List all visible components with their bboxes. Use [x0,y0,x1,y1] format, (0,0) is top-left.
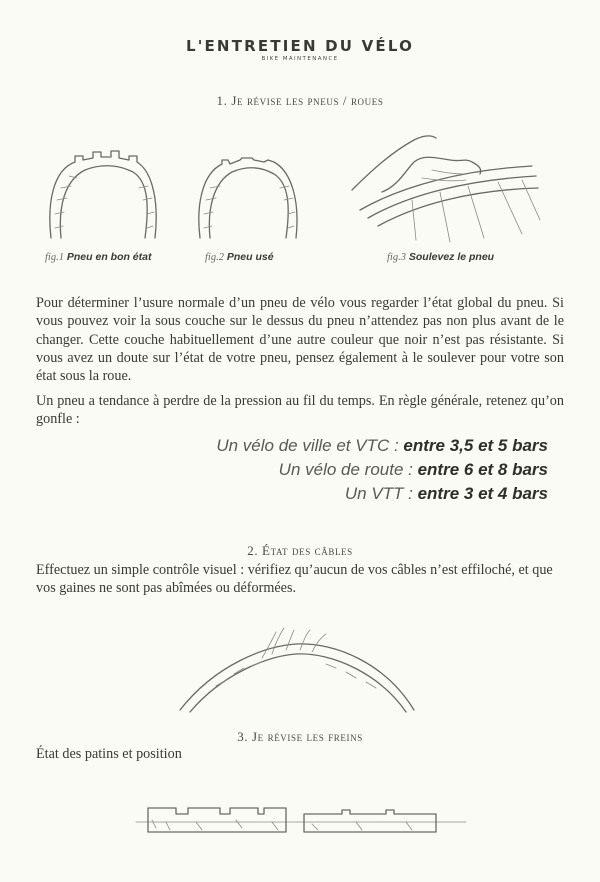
figure-2-label: Pneu usé [226,251,274,263]
pressure-city-bike-value: entre 3,5 et 5 bars [403,436,548,455]
section-2-heading: 2. État des câbles [247,543,353,558]
pressure-city-bike-type: Un vélo de ville et VTC : [216,436,404,455]
pressure-mountain-bike [345,484,548,504]
section-1-heading: 1. Je révise les pneus / roues [216,93,384,108]
cables-paragraph: Effectuez un simple contrôle visuel : vérifiez qu’aucun de vos câbles n’est effiloché, et que vos gaines ne sont pas abîmées ou déformées. [36,562,553,597]
frayed-cable-illustration [176,624,418,716]
pressure-road-bike-type: Un vélo de route : [278,460,418,479]
figure-3-label: Soulevez le pneu [408,251,495,263]
figure-3-number: fig.3 [387,252,406,263]
brake-pads-illustration [136,800,466,840]
brakes-paragraph: État des patins et position [36,746,182,762]
figure-3-caption [387,251,494,263]
good-tire-illustration [45,148,160,248]
figure-1-caption [45,251,151,263]
lift-tire-illustration [352,130,542,248]
pressure-mountain-bike-type: Un VTT : [344,484,418,503]
figure-2-number: fig.2 [205,252,224,263]
worn-tire-illustration [194,150,304,250]
pressure-city-bike [216,436,548,456]
pressure-mountain-bike-value: entre 3 et 4 bars [417,484,548,503]
tire-wear-paragraph: Pour déterminer l’usure normale d’un pneu de vélo vous regarder l’état global du pneu. Si vous pouvez voir la sous couche sur le dessus du pneu n’attendez pas non plus avant de le changer. Cette couche habituellement d’une autre couleur que noir n’est pas résistante. Si vous avez un doute sur l’état de votre pneu, pensez également à le soulever pour votre son état sous la roue. [36,295,564,385]
pressure-road-bike-value: entre 6 et 8 bars [417,460,548,479]
figure-2-caption [205,251,274,263]
tire-pressure-paragraph: Un pneu a tendance à perdre de la pression au fil du temps. En règle générale, retenez qu’on gonfle : [36,393,564,428]
pressure-road-bike [279,460,548,480]
page-subtitle: BIKE MAINTENANCE [261,56,339,62]
page-title: L'ENTRETIEN DU VÉLO [185,37,415,55]
figure-1-label: Pneu en bon état [66,251,152,263]
figure-1-number: fig.1 [45,252,64,263]
section-3-heading: 3. Je révise les freins [237,729,363,744]
